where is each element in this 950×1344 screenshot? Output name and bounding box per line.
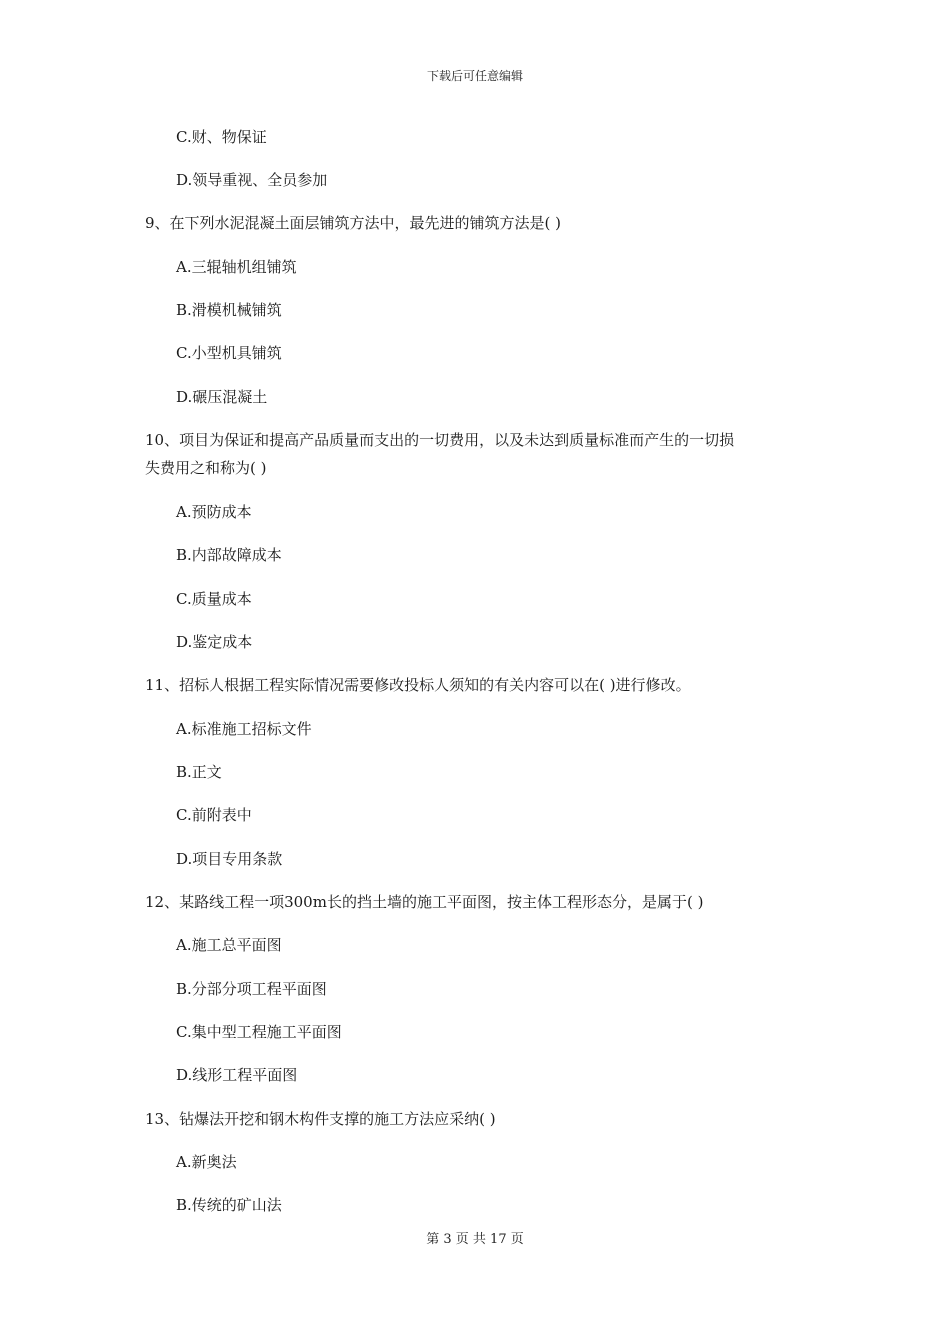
option-line: A.预防成本 xyxy=(176,503,252,521)
option-line: C.前附表中 xyxy=(176,806,252,824)
option-line: B.滑模机械铺筑 xyxy=(176,301,282,319)
option-line: C.质量成本 xyxy=(176,590,252,608)
question-line: 11、招标人根据工程实际情况需要修改投标人须知的有关内容可以在( )进行修改。 xyxy=(145,676,691,694)
option-line: D.领导重视、全员参加 xyxy=(176,171,328,189)
option-line: A.标准施工招标文件 xyxy=(176,720,312,738)
option-line: B.传统的矿山法 xyxy=(176,1196,282,1214)
question-line: 9、在下列水泥混凝土面层铺筑方法中，最先进的铺筑方法是( ) xyxy=(145,214,562,232)
option-line: C.集中型工程施工平面图 xyxy=(176,1023,342,1041)
option-line: D.碾压混凝土 xyxy=(176,388,268,406)
question-line: 12、某路线工程一项300m长的挡土墙的施工平面图，按主体工程形态分，是属于( ) xyxy=(145,893,704,911)
option-line: A.新奥法 xyxy=(176,1153,237,1171)
question-line: 失费用之和称为( ) xyxy=(145,459,267,477)
question-line: 10、项目为保证和提高产品质量而支出的一切费用，以及未达到质量标准而产生的一切损 xyxy=(145,431,735,449)
option-line: A.施工总平面图 xyxy=(176,936,282,954)
option-line: B.正文 xyxy=(176,763,222,781)
option-line: D.项目专用条款 xyxy=(176,850,283,868)
option-line: C.小型机具铺筑 xyxy=(176,344,282,362)
option-line: B.分部分项工程平面图 xyxy=(176,980,327,998)
option-line: D.线形工程平面图 xyxy=(176,1066,298,1084)
option-line: A.三辊轴机组铺筑 xyxy=(176,258,297,276)
option-line: D.鉴定成本 xyxy=(176,633,253,651)
option-line: C.财、物保证 xyxy=(176,128,267,146)
page-header: 下载后可任意编辑 xyxy=(426,69,523,83)
option-line: B.内部故障成本 xyxy=(176,546,282,564)
question-line: 13、钻爆法开挖和钢木构件支撑的施工方法应采纳( ) xyxy=(145,1110,496,1128)
page-footer: 第 3 页 共 17 页 xyxy=(426,1232,524,1247)
